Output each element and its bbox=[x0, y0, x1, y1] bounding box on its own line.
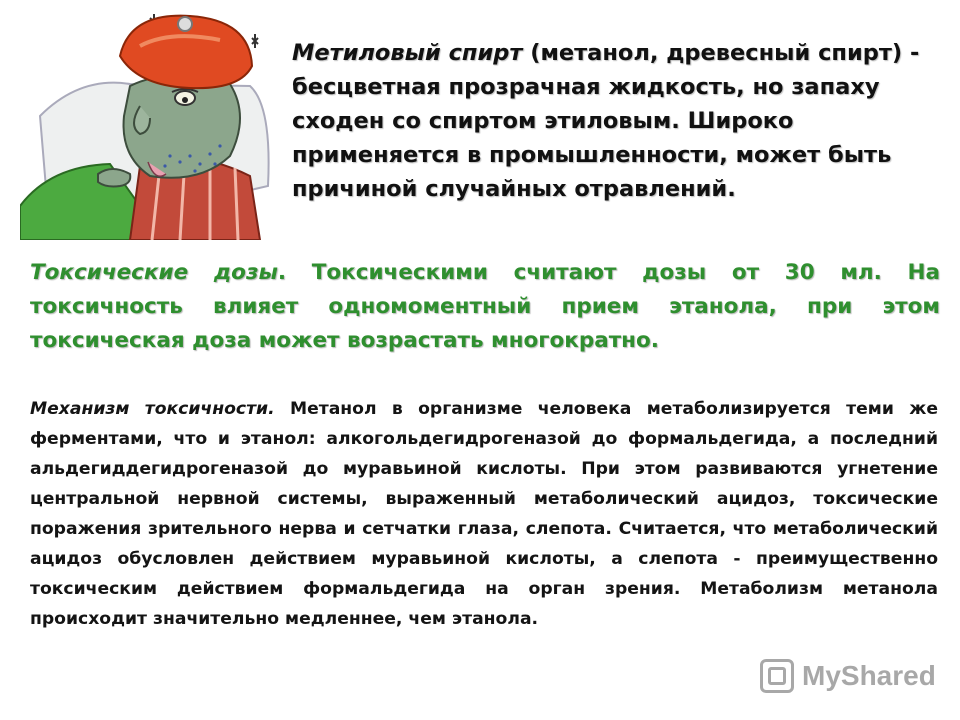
toxicity-mechanism-paragraph bbox=[30, 394, 938, 634]
mechanism-term: Механизм токсичности. bbox=[30, 399, 275, 419]
mechanism-description: Метанол в организме человека метаболизируется теми же ферментами, что и этанол: алкогольдегидрогеназой до формальдегида, а последний альдегиддегидрогеназой до муравьиной кислоты. При этом развиваются угнетение центральной нервной системы, выраженный метаболический ацидоз, токсические поражения зрительного нерва и сетчатки глаза, слепота. Считается, что метаболический ацидоз обусловлен действием муравьиной кислоты, а слепота - преимущественно токсическим действием формальдегида на орган зрения. Метаболизм метанола происходит значительно медленнее, чем этанола. bbox=[30, 399, 938, 629]
myshared-watermark bbox=[760, 656, 936, 696]
watermark-text: MyShared bbox=[802, 660, 936, 691]
myshared-logo-icon bbox=[760, 659, 794, 693]
methanol-term: Метиловый спирт bbox=[292, 40, 523, 66]
toxic-doses-paragraph bbox=[30, 256, 940, 358]
toxic-doses-description: . Токсическими считают дозы от 30 мл. На токсичность влияет одномоментный прием этанола, при этом токсическая доза может возрастать многократно. bbox=[30, 260, 940, 353]
toxic-doses-term: Токсические дозы bbox=[30, 260, 278, 285]
methanol-definition-paragraph bbox=[292, 36, 932, 206]
methanol-description: (метанол, древесный спирт) - бесцветная прозрачная жидкость, но запаху сходен со спиртом этиловым. Широко применяется в промышленности, может быть причиной случайных отравлений. bbox=[292, 40, 920, 202]
sick-person-illustration bbox=[20, 6, 282, 240]
